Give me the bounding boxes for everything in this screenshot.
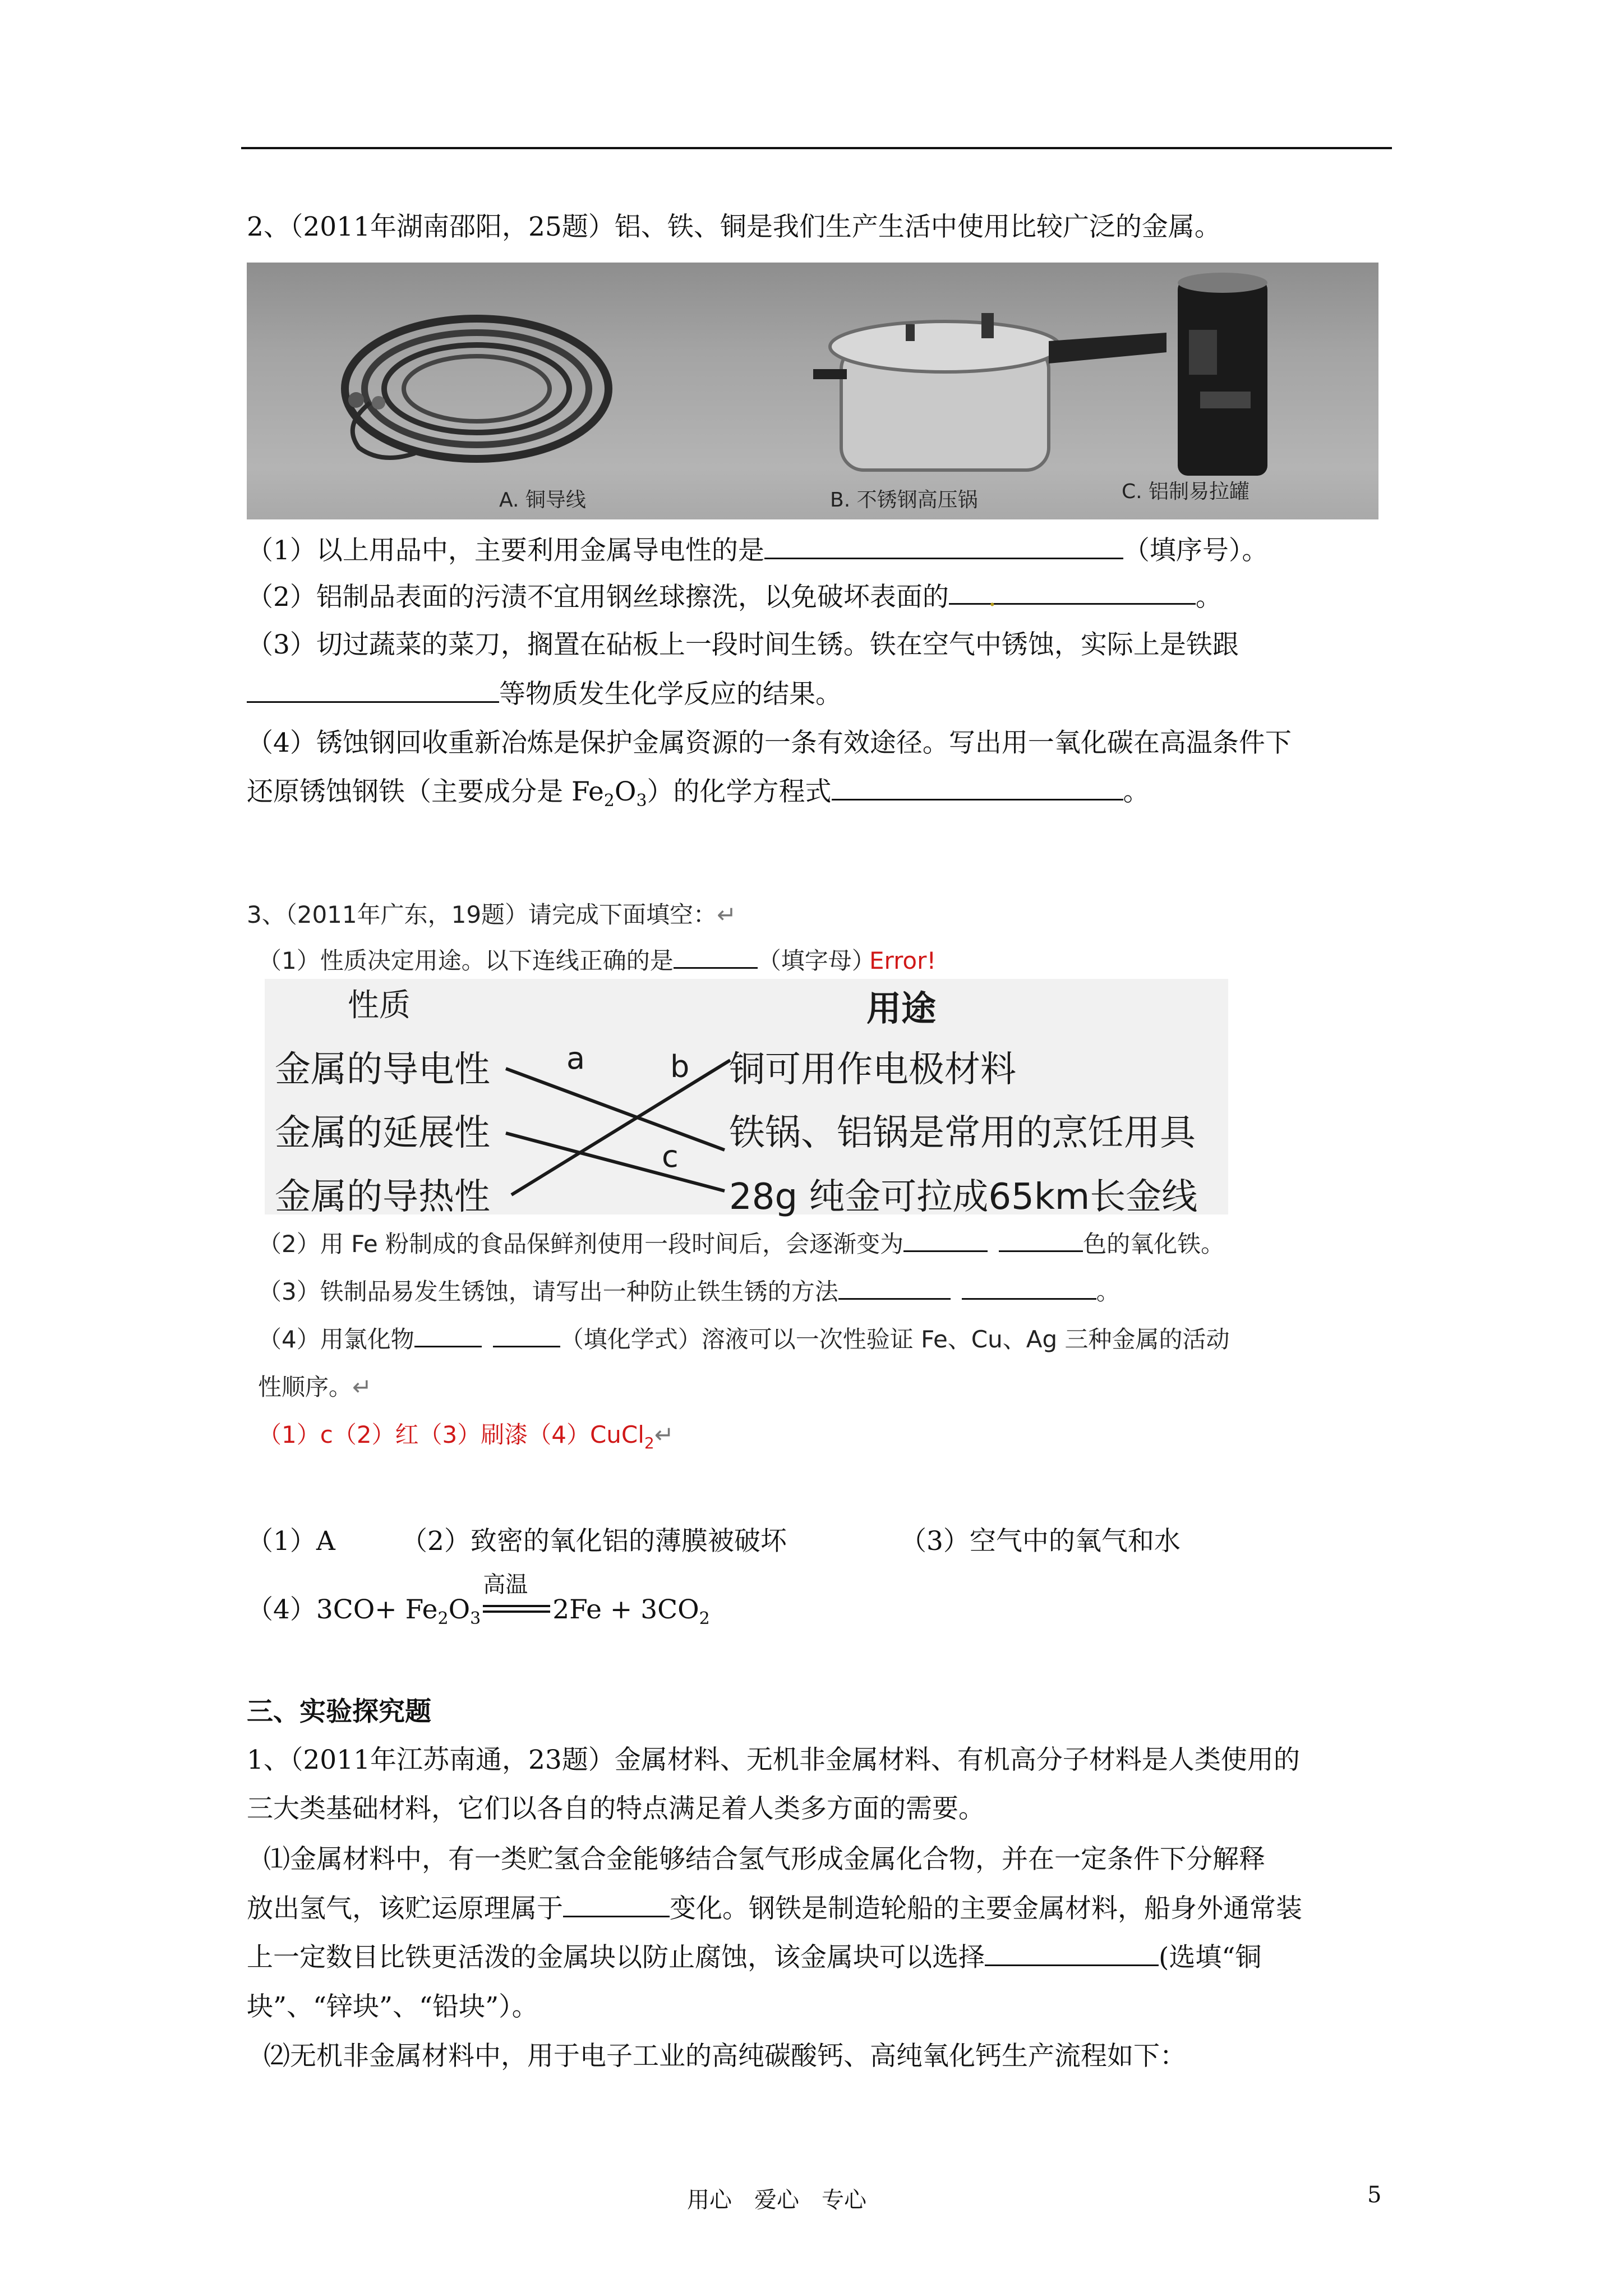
- q3-answer-text: （1）c（2）红（3）刷漆（4）CuCl: [258, 1421, 644, 1448]
- q2-part4-end: 。: [1123, 776, 1150, 807]
- q3-title: [247, 896, 736, 930]
- q2-part3-suffix: 等物质发生化学反应的结果。: [499, 679, 842, 710]
- q2-part2-blank[interactable]: [949, 581, 1196, 613]
- copper-wire-image: [345, 319, 608, 459]
- q2-answer-3: （3）空气中的氧气和水: [900, 1526, 1181, 1557]
- q2-part1-suffix: （填序号）。: [1123, 535, 1269, 566]
- link-label-a: a: [566, 1041, 585, 1076]
- matching-left-item-1: 金属的导电性: [275, 1049, 490, 1091]
- photo-label-c: C. 铝制易拉罐: [1122, 480, 1250, 503]
- q3-answer-return-mark: ↵: [654, 1421, 674, 1448]
- q2-answer-4-sub3: 3: [470, 1609, 481, 1628]
- q2-answer-4-condition: 高温: [483, 1572, 528, 1598]
- q2-part3-blank[interactable]: [247, 679, 499, 703]
- q3-part4-line2: [258, 1369, 372, 1402]
- footer-motto: 用心 爱心 专心: [687, 2187, 866, 2213]
- q2-title: 2、（2011年湖南邵阳，25题）铝、铁、铜是我们生产生活中使用比较广泛的金属。: [247, 211, 1221, 242]
- q2-part4-sub3: 3: [636, 791, 647, 811]
- section3-p1-line2-text: 放出氢气，该贮运原理属于: [247, 1893, 563, 1924]
- q2-answer-4-text2: 2Fe + 3CO: [552, 1594, 699, 1625]
- q2-answer-4-sub-co2: 2: [699, 1609, 710, 1628]
- q2-part1-text: （1）以上用品中，主要利用金属导电性的是: [247, 535, 764, 566]
- photo-label-a: A. 铜导线: [499, 489, 586, 512]
- q2-part4-blank[interactable]: [832, 776, 1123, 800]
- link-line-c: [506, 1133, 725, 1191]
- q3-part4-return-mark: ↵: [352, 1373, 372, 1401]
- q2-part4-line2: [247, 775, 1150, 818]
- q3-part4-text: （4）用氯化物: [258, 1326, 414, 1353]
- q3-part4: [258, 1321, 1229, 1355]
- q3-part2-suffix: 色的氧化铁。: [1083, 1230, 1225, 1258]
- q3-part3-text: （3）铁制品易发生锈蚀，请写出一种防止铁生锈的方法: [258, 1278, 838, 1305]
- q3-part3-blank-1[interactable]: [838, 1278, 951, 1300]
- q2-part4-text2: ）的化学方程式: [647, 776, 832, 807]
- section3-p1-line1: ⑴金属材料中，有一类贮氢合金能够结合氢气形成金属化合物，并在一定条件下分解释: [264, 1844, 1265, 1875]
- section3-q1-line2: 三大类基础材料，它们以各自的特点满足着人类多方面的需要。: [247, 1793, 985, 1824]
- q2-part2-text: （2）铝制品表面的污渍不宜用钢丝球擦洗，以免破坏表面的: [247, 582, 949, 613]
- q3-part2-blank-1[interactable]: [903, 1230, 988, 1252]
- q3-part3-blank-2[interactable]: [962, 1278, 1096, 1300]
- product-photo-strip: [247, 263, 1378, 519]
- q2-answer-4-condition-arrow: [483, 1572, 550, 1618]
- section3-p2: ⑵无机非金属材料中，用于电子工业的高纯碳酸钙、高纯氧化钙生产流程如下：: [264, 2041, 1186, 2072]
- section3-q1-line1: 1、（2011年江苏南通，23题）金属材料、无机非金属材料、有机高分子材料是人类使用的: [247, 1745, 1300, 1775]
- link-line-b: [511, 1060, 730, 1195]
- section3-p1-line3-suffix: (选填“铜: [1159, 1942, 1262, 1973]
- q2-part4-sub2: 2: [603, 791, 615, 811]
- link-label-b: b: [670, 1049, 690, 1084]
- q2-answer-2: （2）致密的氧化铝的薄膜被破坏: [401, 1526, 787, 1557]
- q3-part4-suffix: （填化学式）溶液可以一次性验证 Fe、Cu、Ag 三种金属的活动: [560, 1326, 1230, 1353]
- q2-answer-4: [247, 1572, 710, 1636]
- section3-heading: 三、实验探究题: [247, 1696, 431, 1727]
- q2-part3-line1: （3）切过蔬菜的菜刀，搁置在砧板上一段时间生锈。铁在空气中锈蚀，实际上是铁跟: [247, 629, 1239, 660]
- section3-p1-blank-2[interactable]: [985, 1942, 1159, 1966]
- matching-right-item-3: 28g 纯金可拉成65km长金线: [729, 1176, 1198, 1218]
- matching-left-header: 性质: [348, 987, 411, 1024]
- q3-answer-sub: 2: [644, 1434, 654, 1452]
- q3-part3-suffix: 。: [1096, 1278, 1120, 1305]
- matching-left-item-2: 金属的延展性: [275, 1112, 490, 1154]
- section3-p1-line2: [247, 1892, 1302, 1926]
- q2-part2: [247, 581, 1222, 614]
- link-label-c: c: [662, 1139, 679, 1174]
- header-rule: [241, 147, 1392, 149]
- q3-part2-text: （2）用 Fe 粉制成的食品保鲜剂使用一段时间后，会逐渐变为: [258, 1230, 904, 1258]
- q3-part4-blank-1[interactable]: [414, 1326, 482, 1347]
- aluminum-can-image: [1178, 273, 1267, 476]
- q3-answer: [258, 1416, 674, 1452]
- matching-left-item-3: 金属的导热性: [275, 1176, 490, 1218]
- q2-part1-blank[interactable]: [764, 535, 1123, 559]
- section3-p1-blank-1[interactable]: [563, 1893, 670, 1917]
- q2-part2-mark: .: [988, 582, 997, 613]
- q3-part4-blank-2[interactable]: [493, 1326, 560, 1347]
- page-number: 5: [1367, 2182, 1382, 2208]
- q2-part4-text: 还原锈蚀钢铁（主要成分是 Fe: [247, 776, 604, 807]
- matching-right-item-1: 铜可用作电极材料: [729, 1049, 1016, 1091]
- q3-title-text: 3、（2011年广东，19题）请完成下面填空：: [247, 901, 717, 928]
- q3-part2: [258, 1226, 1224, 1259]
- q2-part2-suffix: 。: [1195, 582, 1222, 613]
- q3-part1-suffix: （填字母）: [757, 947, 875, 974]
- q2-answer-4-sub2: 2: [437, 1609, 449, 1628]
- q2-part1: [247, 534, 1268, 568]
- section3-p1-line3-text: 上一定数目比铁更活泼的金属块以防止腐蚀，该金属块可以选择: [247, 1942, 985, 1973]
- q3-part3: [258, 1273, 1120, 1307]
- section3-p1-line2-suffix: 变化。钢铁是制造轮船的主要金属材料，船身外通常装: [670, 1893, 1302, 1924]
- section3-p1-line3: [247, 1941, 1261, 1975]
- q3-error-overlay: Error!: [869, 947, 937, 974]
- link-line-a: [506, 1069, 725, 1150]
- matching-right-item-2: 铁锅、铝锅是常用的烹饪用具: [729, 1112, 1196, 1154]
- photo-label-b: B. 不锈钢高压锅: [830, 489, 978, 512]
- q2-answer-4-o: O: [448, 1594, 471, 1625]
- q3-part2-blank-2[interactable]: [999, 1230, 1083, 1252]
- q3-part1-blank[interactable]: [674, 947, 758, 969]
- q2-answer-4-text: （4）3CO+ Fe: [247, 1594, 438, 1625]
- q2-part4-o: O: [614, 776, 637, 807]
- q3-return-mark: ↵: [717, 901, 737, 928]
- q3-part4-line2-text: 性顺序。: [258, 1373, 353, 1401]
- pressure-cooker-image: [813, 313, 1166, 470]
- q3-part1-text: （1）性质决定用途。以下连线正确的是: [258, 947, 674, 974]
- q2-answer-1: （1）A: [247, 1526, 335, 1557]
- q2-part4-line1: （4）锈蚀钢回收重新冶炼是保护金属资源的一条有效途径。写出用一氧化碳在高温条件下: [247, 728, 1292, 758]
- matching-right-header: 用途: [866, 988, 937, 1029]
- q3-part1: [258, 942, 875, 976]
- section3-p1-line4: 块”、“锌块”、“铅块”）。: [247, 1991, 538, 2022]
- q2-part3-line2: [247, 678, 842, 711]
